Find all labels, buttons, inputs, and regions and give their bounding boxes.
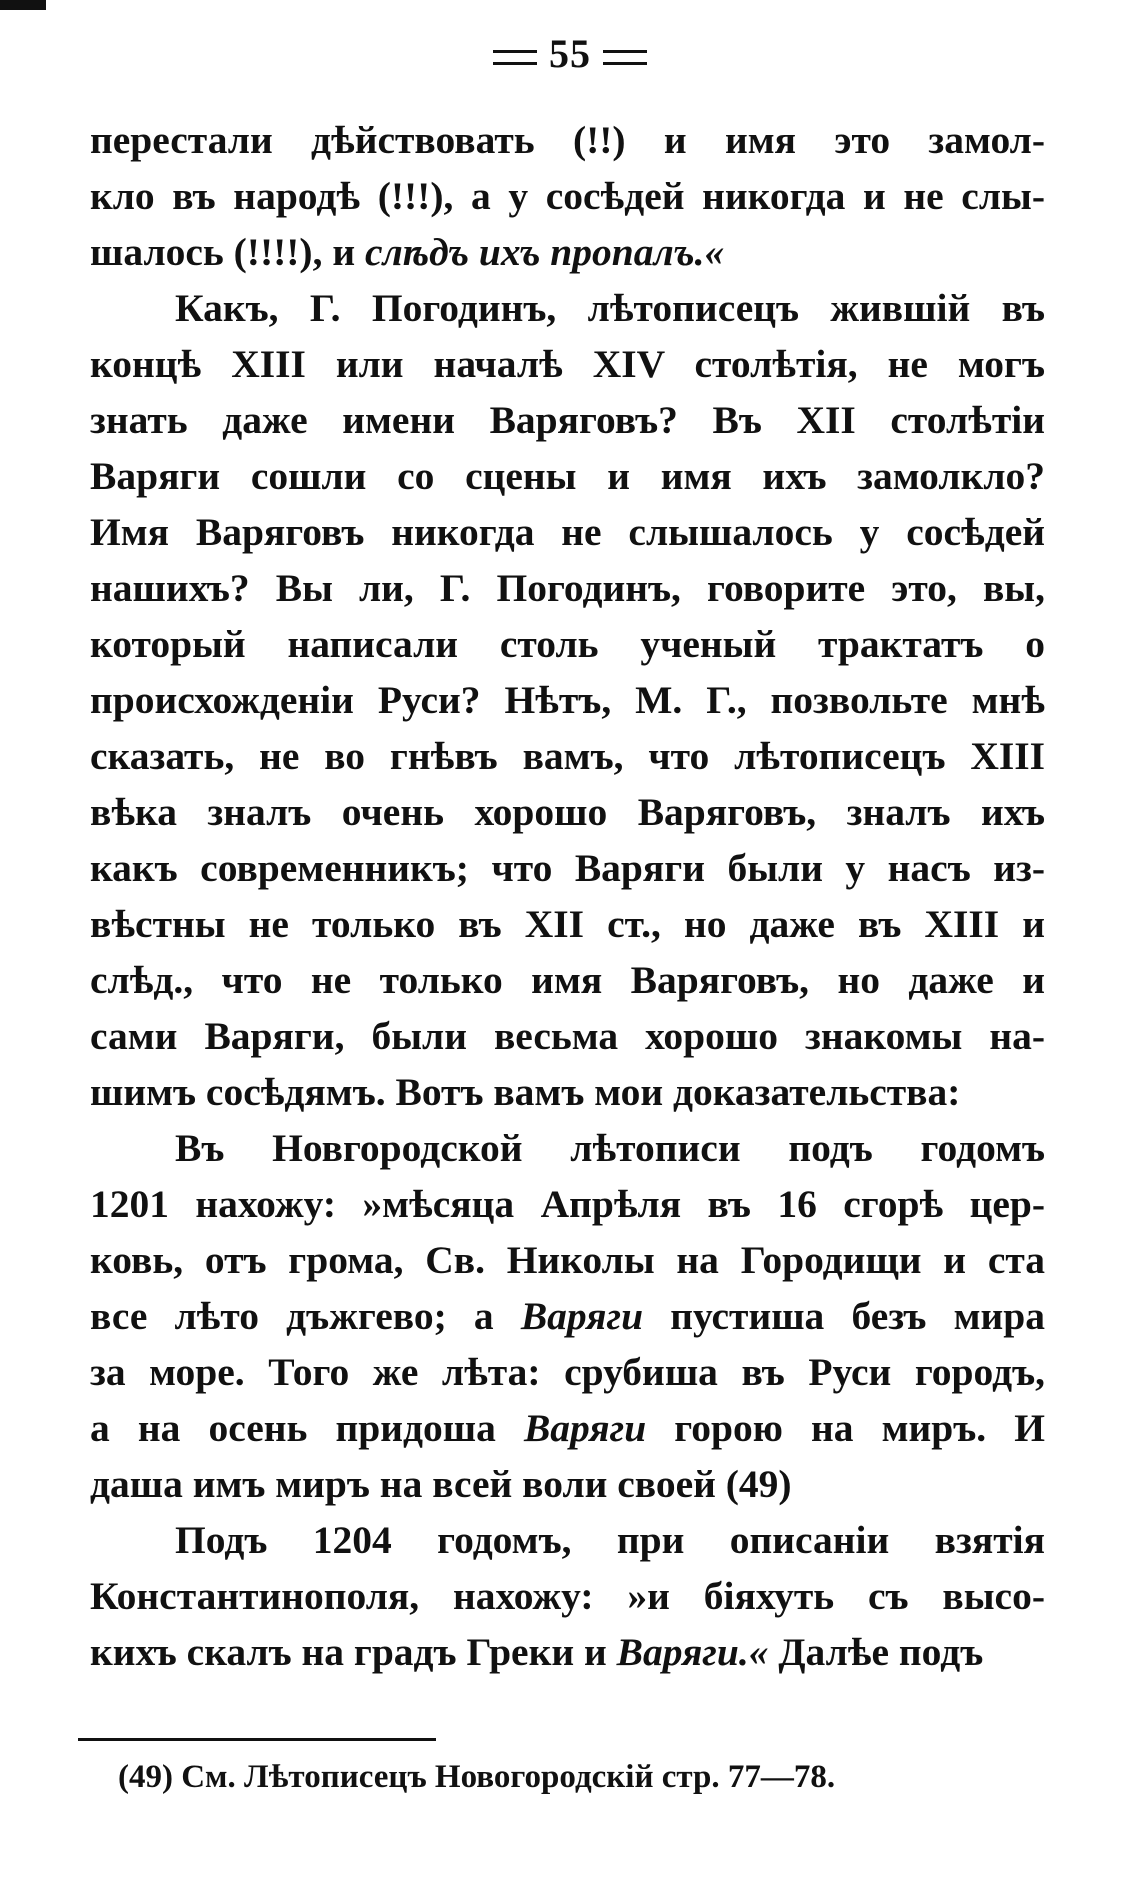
- text-line: [90, 1568, 1045, 1624]
- text-run: происхожденіи Руси? Нѣтъ, М. Г., позвольте мнѣ: [90, 678, 1045, 722]
- paragraph: [90, 1120, 1045, 1512]
- text-run: Какъ, Г. Погодинъ, лѣтописецъ жившій въ: [175, 286, 1045, 330]
- text-line: [90, 1176, 1045, 1232]
- text-run: Имя Варяговъ никогда не слышалось у сосѣдей: [90, 510, 1045, 554]
- text-run: вѣка зналъ очень хорошо Варяговъ, зналъ ихъ: [90, 790, 1045, 834]
- text-run: перестали дѣйствовать (!!) и имя это замол-: [90, 118, 1045, 162]
- page-number: 55: [549, 31, 591, 76]
- text-line: [90, 504, 1045, 560]
- text-run: шалось (!!!!), и: [90, 230, 365, 274]
- text-run: сами Варяги, были весьма хорошо знакомы на-: [90, 1014, 1045, 1058]
- text-run: вѣстны не только въ XII ст., но даже въ XIII и: [90, 902, 1045, 946]
- header-rule-right: [603, 50, 647, 65]
- text-line: [90, 784, 1045, 840]
- text-line: [90, 896, 1045, 952]
- paragraph: [90, 280, 1045, 1120]
- text-line: [90, 952, 1045, 1008]
- text-run: а на осень придоша: [90, 1406, 524, 1450]
- paragraph: [90, 1512, 1045, 1680]
- text-line: [90, 392, 1045, 448]
- footnote-rule: [78, 1738, 436, 1741]
- text-line: [90, 1064, 1045, 1120]
- footnote: (49) См. Лѣтописецъ Новогородскій стр. 77—78.: [118, 1759, 836, 1795]
- page-header: [0, 30, 1140, 77]
- body-text: [90, 112, 1045, 1680]
- text-line: [90, 728, 1045, 784]
- text-line: [90, 112, 1045, 168]
- header-rule-left: [493, 50, 537, 65]
- text-line: [90, 1008, 1045, 1064]
- text-line: [90, 1344, 1045, 1400]
- text-line: [90, 1288, 1045, 1344]
- text-line: [90, 336, 1045, 392]
- text-run: концѣ XIII или началѣ XIV столѣтія, не могъ: [90, 342, 1045, 386]
- text-run: даша имъ миръ на всей воли своей (49): [90, 1462, 792, 1506]
- italic-text: Варяги: [520, 1294, 644, 1338]
- text-line: [90, 1400, 1045, 1456]
- text-run: все лѣто дъжгево; а: [90, 1294, 521, 1338]
- text-line: [90, 224, 1045, 280]
- text-run: сказать, не во гнѣвъ вамъ, что лѣтописецъ XIII: [90, 734, 1045, 778]
- text-line: [90, 1456, 1045, 1512]
- corner-mark: [0, 0, 46, 10]
- text-line: [90, 560, 1045, 616]
- text-line: [90, 280, 1045, 336]
- text-run: кло въ народѣ (!!!), а у сосѣдей никогда и не слы-: [90, 174, 1045, 218]
- text-run: Константинополя, нахожу: »и біяхуть съ высо-: [90, 1574, 1045, 1618]
- text-run: Варяги сошли со сцены и имя ихъ замолкло?: [90, 454, 1045, 498]
- italic-text: Варяги: [523, 1406, 647, 1450]
- text-line: [90, 1232, 1045, 1288]
- text-line: [90, 448, 1045, 504]
- text-run: Далѣе подъ: [768, 1630, 984, 1674]
- text-run: ковь, отъ грома, Св. Николы на Городищи и ста: [90, 1238, 1045, 1282]
- text-line: [90, 1512, 1045, 1568]
- text-run: знать даже имени Варяговъ? Въ XII столѣтіи: [90, 398, 1045, 442]
- text-run: какъ современникъ; что Варяги были у насъ из-: [90, 846, 1045, 890]
- text-line: [90, 168, 1045, 224]
- text-run: за море. Того же лѣта: срубиша въ Руси городъ,: [90, 1350, 1045, 1394]
- paragraph: [90, 112, 1045, 280]
- text-run: Подъ 1204 годомъ, при описаніи взятія: [175, 1518, 1045, 1562]
- text-run: Въ Новгородской лѣтописи подъ годомъ: [175, 1126, 1045, 1170]
- text-run: пустиша безъ мира: [643, 1294, 1045, 1338]
- text-run: кихъ скалъ на градъ Греки и: [90, 1630, 617, 1674]
- text-line: [90, 616, 1045, 672]
- text-line: [90, 840, 1045, 896]
- text-run: нашихъ? Вы ли, Г. Погодинъ, говорите это, вы,: [90, 566, 1045, 610]
- italic-text: слѣдъ ихъ пропалъ.«: [364, 230, 725, 274]
- text-run: который написали столь ученый трактатъ о: [90, 622, 1045, 666]
- italic-text: Варяги.«: [616, 1630, 769, 1674]
- text-run: слѣд., что не только имя Варяговъ, но даже и: [90, 958, 1045, 1002]
- text-run: 1201 нахожу: »мѣсяца Апрѣля въ 16 сгорѣ цер-: [90, 1182, 1045, 1226]
- text-run: горою на миръ. И: [646, 1406, 1045, 1450]
- text-line: [90, 1120, 1045, 1176]
- text-line: [90, 672, 1045, 728]
- text-run: шимъ сосѣдямъ. Вотъ вамъ мои доказательства:: [90, 1070, 961, 1114]
- text-line: [90, 1624, 1045, 1680]
